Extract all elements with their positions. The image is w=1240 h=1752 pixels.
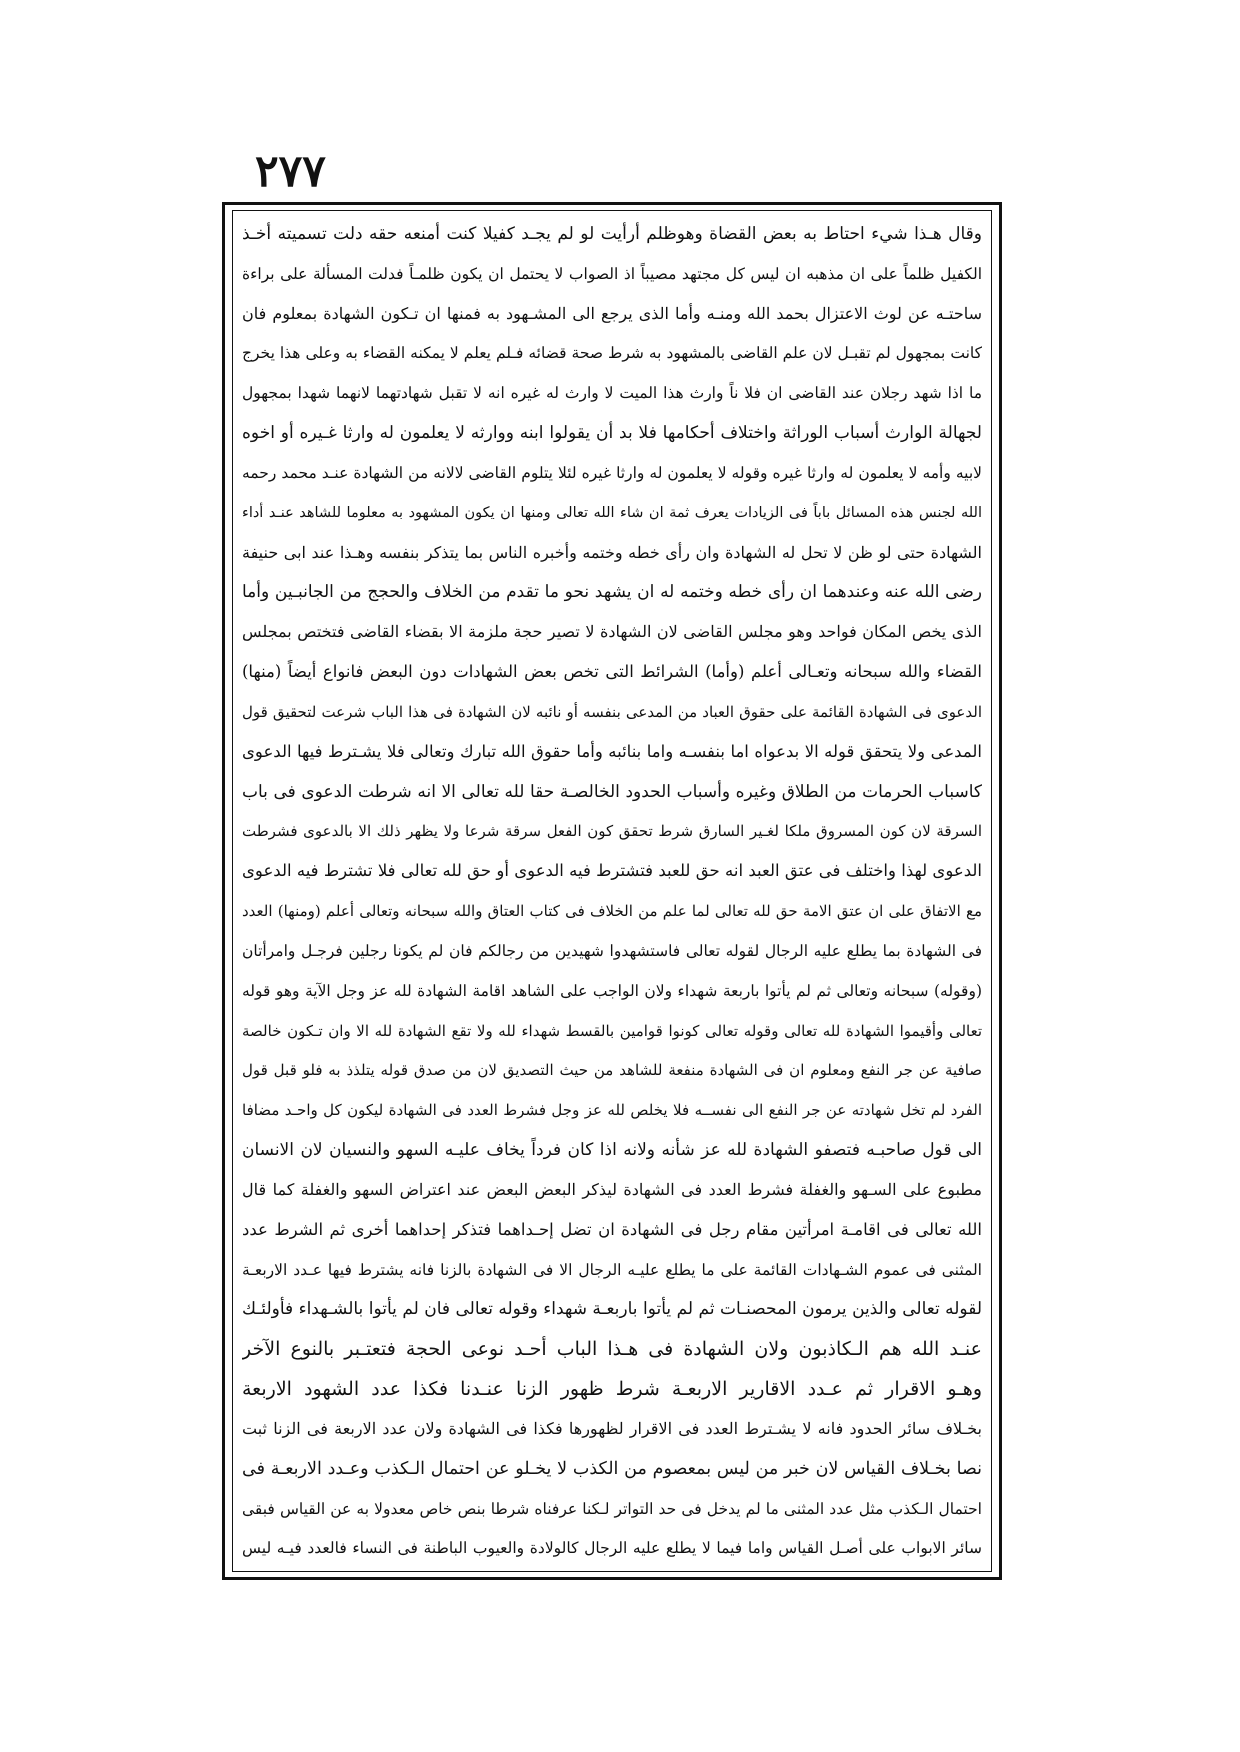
text-line: عنـد الله هم الـكاذبون ولان الشهادة فى هـذا الباب أحـد نوعى الحجة فتعتـبر بالنوع الآخر	[242, 1338, 982, 1361]
page-number: ٢٧٧	[255, 146, 326, 197]
text-line: القضاء والله سبحانه وتعـالى أعلم (وأما) الشرائط التى تخص بعض الشهادات دون البعض فانواع أيضاً (منها)	[242, 662, 982, 682]
text-line: نصا بخـلاف القياس لان خبر من ليس بمعصوم من الكذب لا يخـلو عن احتمال الـكذب وعـدد الاربعـة فى	[242, 1458, 982, 1479]
text-line: الدعوى لهذا واختلف فى عتق العبد انه حق للعبد فتشترط فيه الدعوى أو حق لله تعالى فلا تشترط فيه الدعوى	[242, 861, 982, 881]
text-line: مع الاتفاق على ان عتق الامة حق لله تعالى لما علم من الخلاف فى كتاب العتاق والله سبحانه وتعالى أعلم (ومنها) العدد	[242, 902, 982, 921]
text-body	[242, 214, 982, 1568]
text-line: مطبوع على السـهو والغفلة فشرط العدد فى الشهادة ليذكر البعض البعض عند اعتراض السهو والغفلة كما قال	[242, 1179, 982, 1199]
text-line: ساحتـه عن لوث الاعتزال بحمد الله ومنـه وأما الذى يرجع الى المشـهود به فمنها ان تـكون الشهادة بمعلوم فان	[242, 303, 982, 323]
text-line: رضى الله عنه وعندهما ان رأى خطه وختمه له ان يشهد نحو ما تقدم من الخلاف والحجج من الجانبـين وأما	[242, 582, 982, 603]
text-line: فى الشهادة بما يطلع عليه الرجال لقوله تعالى فاستشهدوا شهيدين من رجالكم فان لم يكونا رجلين فرجـل وامرأتان	[242, 941, 982, 960]
text-line: وقال هـذا شيء احتاط به بعض القضاة وهوظلم أرأيت لو لم يجـد كفيلا كنت أمنعه حقه دلت تسميته أخـذ	[242, 224, 982, 244]
text-line: المدعى ولا يتحقق قوله الا بدعواه اما بنفسـه واما بنائبه وأما حقوق الله تبارك وتعالى فلا يشـترط فيها الدعوى	[242, 741, 982, 761]
text-line: الشهادة حتى لو ظن لا تحل له الشهادة وان رأى خطه وختمه وأخبره الناس بما يتذكر بنفسه وهـذا عند ابى حنيفة	[242, 542, 982, 562]
text-line: لجهالة الوارث أسباب الوراثة واختلاف أحكامها فلا بد أن يقولوا ابنه ووارثه لا يعلمون له وارثا غـيره أو اخوه	[242, 423, 982, 444]
text-line: الله لجنس هذه المسائل باباً فى الزيادات يعرف ثمة ان شاء الله تعالى ومنها ان يكون المشهود به معلوما للشاهد عنـد أداء	[242, 504, 982, 521]
text-line: الفرد لم تخل شهادته عن جر النفع الى نفســه فلا يخلص لله عز وجل فشرط العدد فى الشهادة ليكون كل واحـد مضافا	[242, 1101, 982, 1120]
text-line: احتمال الـكذب مثل عدد المثنى ما لم يدخل فى حد التواتر لـكنا عرفناه شرطا بنص خاص معدولا به عن القياس فبقى	[242, 1499, 982, 1518]
text-line: بخـلاف سائر الحدود فانه لا يشـترط العدد فى الاقرار لظهورها فكذا فى الشهادة ولان عدد الاربعة فى الزنا ثبت	[242, 1418, 982, 1438]
text-line: وهـو الاقرار ثم عـدد الاقارير الاربعـة شرط ظهور الزنا عنـدنا فكذا عدد الشهود الاربعة	[242, 1378, 982, 1401]
text-line: صافية عن جر النفع ومعلوم ان فى الشهادة منفعة للشاهد من حيث التصديق لان من صدق قوله يتلذذ به فلو قبل قول	[242, 1061, 982, 1080]
text-line: سائر الابواب على أصـل القياس واما فيما لا يطلع عليه الرجال كالولادة والعيوب الباطنة فى النساء فالعدد فيـه ليس	[242, 1539, 982, 1558]
text-line: المثنى فى عموم الشـهادات القائمة على ما يطلع عليـه الرجال الا فى الشهادة بالزنا فانه يشترط فيها عـدد الاربعـة	[242, 1260, 982, 1279]
text-line: تعالى وأقيموا الشهادة لله تعالى وقوله تعالى كونوا قوامين بالقسط شهداء لله ولا تقع الشهادة لله الا وان تـكون خالصة	[242, 1021, 982, 1040]
text-line: الذى يخص المكان فواحد وهو مجلس القاضى لان الشهادة لا تصير حجة ملزمة الا بقضاء القاضى فتختص بمجلس	[242, 622, 982, 642]
text-line: كانت بمجهول لم تقبـل لان علم القاضى بالمشهود به شرط صحة قضائه فـلم يعلم لا يمكنه القضاء به وعلى هذا يخرج	[242, 344, 982, 363]
text-line: لقوله تعالى والذين يرمون المحصنـات ثم لم يأتوا باربعـة شهداء وقوله تعالى فان لم يأتوا بالشـهداء فأولئـك	[242, 1299, 982, 1320]
text-line: ما اذا شهد رجلان عند القاضى ان فلا ناً وارث هذا الميت لا وارث له غيره انه لا تقبل شهادتهما لانهما شهدا بمجهول	[242, 384, 982, 403]
text-line: الله تعالى فى اقامـة امرأتين مقام رجل فى الشهادة ان تضل إحـداهما فتذكر إحداهما أخرى ثم الشرط عدد	[242, 1219, 982, 1239]
text-line: كاسباب الحرمات من الطلاق وغيره وأسباب الحدود الخالصـة حقا لله تعالى الا انه شرطت الدعوى فى باب	[242, 781, 982, 802]
text-line: السرقة لان كون المسروق ملكا لغـير السارق شرط تحقق كون الفعل سرقة شرعا ولا يظهر ذلك الا بالدعوى فشرطت	[242, 822, 982, 841]
text-line: الى قول صاحبـه فتصفو الشهادة لله عز شأنه ولانه اذا كان فرداً يخاف عليـه السهو والنسيان لان الانسان	[242, 1140, 982, 1161]
text-line: الكفيل ظلماً على ان مذهبه ان ليس كل مجتهد مصيباً اذ الصواب لا يحتمل ان يكون ظلمـاً فدلت المسألة على براءة	[242, 264, 982, 283]
text-line: لابيه وأمه لا يعلمون له وارثا غيره وقوله لا يعلمون له وارثا غيره لئلا يتلوم القاضى لالانه من الشهادة عنـد محمد رحمه	[242, 463, 982, 482]
text-line: الدعوى فى الشهادة القائمة على حقوق العباد من المدعى بنفسه أو نائبه لان الشهادة فى هذا الباب شرعت لتحقيق قول	[242, 702, 982, 721]
text-line: (وقوله) سبحانه وتعالى ثم لم يأتوا باربعة شهداء ولان الواجب على الشاهد اقامة الشهادة لله عز وجل الآية وهو قوله	[242, 981, 982, 1000]
